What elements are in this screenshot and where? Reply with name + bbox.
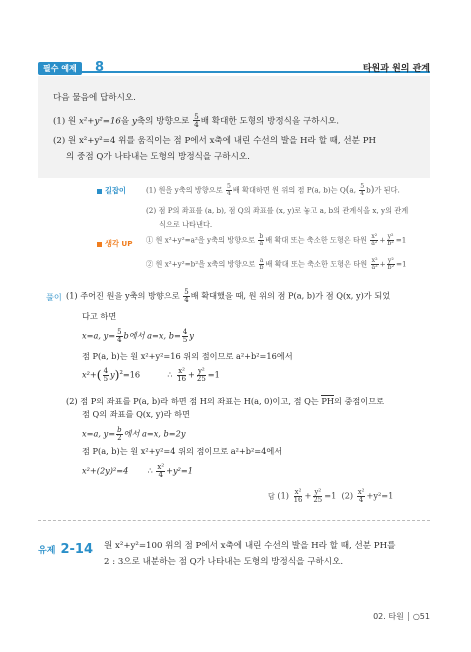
sol2-line2: 점 Q의 좌표를 Q(x, y)라 하면 — [82, 409, 190, 419]
hint-label: 길잡이 — [105, 186, 126, 195]
exercise-line2: 2 : 3으로 내분하는 점 Q가 나타내는 도형의 방정식을 구하시오. — [104, 557, 344, 567]
problem-instruction: 다음 물음에 답하시오. — [53, 93, 136, 103]
think-label-wrap — [97, 239, 133, 249]
exercise-tag — [38, 538, 93, 557]
exercise-label: 유제 — [38, 546, 56, 556]
q1-pre: 원 — [67, 116, 79, 127]
hint-marker-icon — [97, 189, 102, 194]
sol1-eq2: x²+( $\frac{4}{5}$ y)$^2$=16 ∴ $\frac{\text{x²}}{16}$ + $\frac{\text{y²}}{25}$ =1 — [82, 367, 220, 384]
sol2-line1: (2) 점 P의 좌표를 P(a, b)라 하면 점 H의 좌표는 H(a, 0)이고, 점 Q는 PH의 중점이므로 — [66, 396, 385, 406]
sol2-eq1: x=a, y= $\frac{b}{2}$ 에서 a=x, b=2y — [82, 426, 186, 442]
q1-eq: x²+y²=16 — [78, 116, 121, 127]
answer-line: 답 (1) $\frac{\text{x²}}{16}$ + $\frac{\text{y²}}{25}$ =1 (2) $\frac{\text{x²}}{4}$ +y²=1 — [268, 488, 394, 504]
hint-label-wrap — [97, 186, 126, 196]
exercise-number: 2-14 — [60, 542, 94, 557]
hint-2-line1: (2) 점 P의 좌표를 (a, b), 점 Q의 좌표를 (x, y)로 놓고 a, b의 관계식을 x, y의 관계 — [146, 206, 409, 215]
sol1-line4: 점 P(a, b)는 원 x²+y²=16 위의 점이므로 a²+b²=16에서 — [82, 351, 293, 361]
sol1-eq1: x=a, y= $\frac{5}{4}$ b에서 a=x, b= $\frac{4}{5}$ y — [82, 328, 194, 344]
footer-divider — [408, 612, 409, 621]
problem-q2-line1 — [53, 135, 376, 147]
q2-num: (2) — [53, 136, 66, 146]
problem-q1 — [53, 113, 339, 129]
q1-mid2: y — [131, 116, 137, 127]
sol2-line4: 점 P(a, b)는 원 x²+y²=4 위의 점이므로 a²+b²=4에서 — [82, 446, 283, 456]
think-marker-icon — [97, 242, 102, 247]
q1-mid3: 축의 방향으로 — [136, 116, 193, 127]
problem-q2-line2: 의 중점 Q가 나타내는 도형의 방정식을 구하시오. — [66, 152, 250, 162]
hint-1: (1) 원을 y축의 방향으로 $\frac{5}{4}$ 배 확대하면 원 위의 점 P(a, b)는 Q(a, $\frac{5}{4}$ b)가 된다. — [146, 183, 400, 198]
q2-line1: 원 x²+y²=4 위를 움직이는 점 P에서 x축에 내린 수선의 발을 H라 할 때, 선분 PH — [67, 136, 376, 146]
page-footer — [373, 611, 430, 622]
section-title: 타원과 원의 관계 — [362, 64, 430, 74]
exercise-line1: 원 x²+y²=100 위의 점 P에서 x축에 내린 수선의 발을 H라 할 때, 선분 PH를 — [104, 541, 396, 551]
think-2: ② 원 x²+y²=b²을 x축의 방향으로 $\frac{a}{b}$ 배 확대 또는 축소한 도형은 타원 $\frac{\text{x²}}{\text{a²}}$ + $\frac{\text{y²}}{\text{b²}}$ =1 — [146, 257, 407, 272]
section-divider — [38, 520, 430, 521]
sol2-eq2: x²+(2y)²=4 ∴ $\frac{\text{x²}}{4}$ +y²=1 — [82, 463, 193, 479]
hint-2-line2: 식으로 나타낸다. — [159, 220, 213, 229]
footer-chapter: 02. 타원 — [373, 612, 404, 621]
example-badge: 필수 예제 — [38, 62, 82, 75]
q1-fraction: $\frac{5}{4}$ — [194, 112, 199, 130]
q1-post: 배 확대한 도형의 방정식을 구하시오. — [200, 116, 339, 127]
solution-label: 풀이 — [46, 292, 62, 302]
q1-mid1: 을 — [120, 116, 132, 127]
sol1-line1: (1) 주어진 원을 y축의 방향으로 $\frac{5}{4}$ 배 확대했을 때, 원 위의 점 P(a, b)가 점 Q(x, y)가 되었 — [66, 288, 391, 304]
think-1: ① 원 x²+y²=a²을 y축의 방향으로 $\frac{b}{a}$ 배 확대 또는 축소한 도형은 타원 $\frac{\text{x²}}{\text{a²}}$ + $\frac{\text{y²}}{\text{b²}}$ =1 — [146, 233, 407, 248]
page-number: ○51 — [412, 612, 430, 621]
sol1-line2: 다고 하면 — [82, 311, 117, 321]
think-label: 생각 UP — [105, 239, 133, 248]
example-number: 8 — [95, 60, 105, 75]
q1-num: (1) — [53, 116, 66, 127]
